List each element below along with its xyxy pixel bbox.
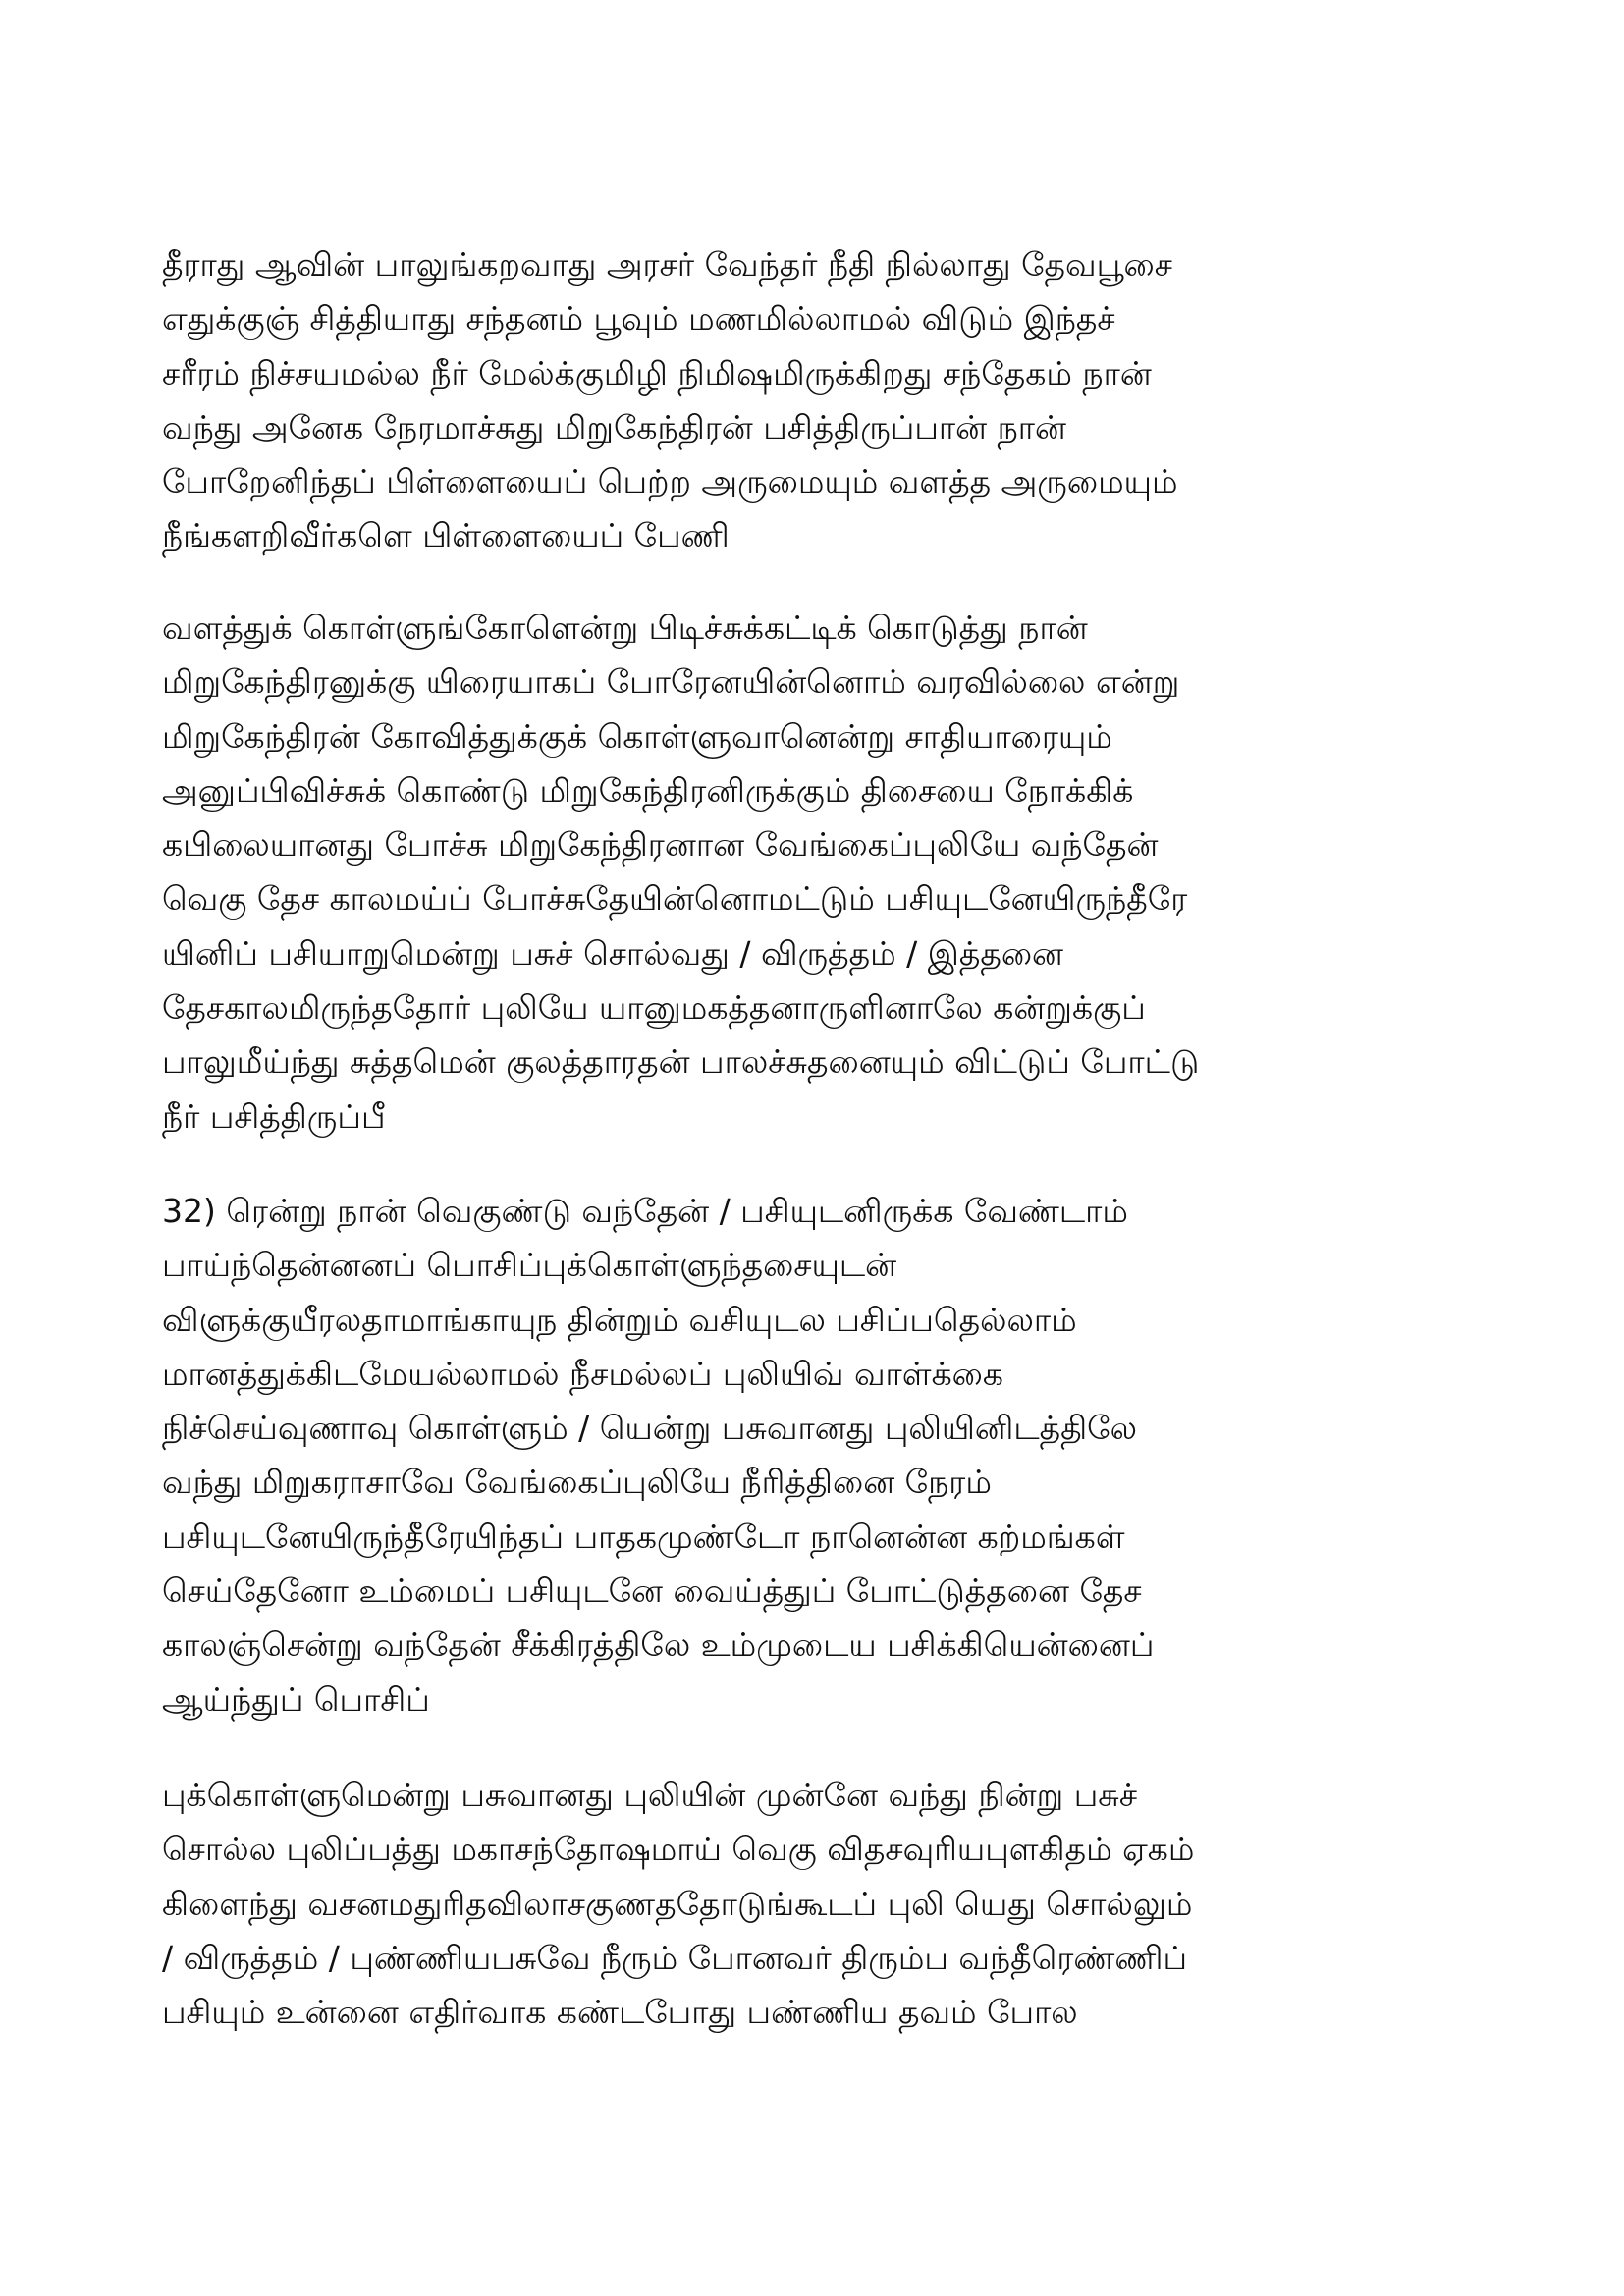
text-line: யினிப் பசியாறுமென்று பசுச் சொல்வது / விருத்தம் / இத்தனை [162, 934, 1064, 973]
text-line: வெகு தேச காலமய்ப் போச்சுதேயின்னொமட்டும் பசியுடனேயிருந்தீரே [162, 880, 1188, 919]
text-line: மானத்துக்கிடமேயல்லாமல் நீசமல்லப் புலியிவ் வாள்க்கை [162, 1354, 1004, 1393]
text-line: காலஞ்சென்று வந்தேன் சீக்கிரத்திலே உம்முடைய பசிக்கியென்னைப் [162, 1626, 1155, 1665]
text-line: பாய்ந்தென்னனப் பொசிப்புக்கொள்ளுந்தசையுடன் [162, 1246, 897, 1285]
text-line: கிளைந்து வசனமதுரிதவிலாசகுணததோடுங்கூடப் புலி யெது சொல்லும் [162, 1884, 1193, 1923]
text-line: 32) ரென்று நான் வெகுண்டு வந்தேன் / பசியுடனிருக்க வேண்டாம் [162, 1192, 1128, 1230]
text-line: சரீரம் நிச்சயமல்ல நீர் மேல்க்குமிழி நிமிஷமிருக்கிறது சந்தேகம் நான் [162, 353, 1152, 393]
text-line: புக்கொள்ளுமென்று பசுவானது புலியின் முன்னே வந்து நின்று பசுச் [162, 1776, 1138, 1814]
paragraph-4 [162, 1768, 1478, 2039]
text-line: நிச்செய்வுணாவு கொள்ளும் / யென்று பசுவானது புலியினிடத்திலே [162, 1409, 1137, 1448]
text-line: வந்து மிறுகராசாவே வேங்கைப்புலியே நீரித்தினை நேரம் [162, 1463, 992, 1502]
text-line: பாலுமீய்ந்து சுத்தமென் குலத்தாரதன் பாலச்சுதனையும் விட்டுப் போட்டு [162, 1042, 1200, 1082]
text-line: செய்தேனோ உம்மைப் பசியுடனே வைய்த்துப் போட்டுத்தனை தேச [162, 1572, 1142, 1611]
text-line: வந்து அனேக நேரமாச்சுது மிறுகேந்திரன் பசித்திருப்பான் நான் [162, 407, 1067, 447]
text-line: அனுப்பிவிச்சுக் கொண்டு மிறுகேந்திரனிருக்கும் திசையை நோக்கிக் [162, 771, 1134, 810]
text-line: சொல்ல புலிப்பத்து மகாசந்தோஷமாய் வெகு விதசவுரியபுளகிதம் ஏகம் [162, 1830, 1195, 1869]
text-line: மிறுகேந்திரனுக்கு யிரையாகப் போரேனயின்னொம் வரவில்லை என்று [162, 663, 1180, 702]
text-line: தீராது ஆவின் பாலுங்கறவாது அரசர் வேந்தர் நீதி நில்லாது தேவபூசை [162, 245, 1173, 284]
text-line: நீர் பசித்திருப்பீ [162, 1096, 386, 1136]
text-line: மிறுகேந்திரன் கோவித்துக்குக் கொள்ளுவானென்று சாதியாரையும் [162, 717, 1112, 756]
text-line: நீங்களறிவீர்களெ பிள்ளையைப் பேணி [162, 516, 730, 556]
paragraph-3 [162, 1184, 1478, 1727]
paragraph-1 [162, 238, 1478, 563]
text-line: எதுக்குஞ் சித்தியாது சந்தனம் பூவும் மணமில்லாமல் விடும் இந்தச் [162, 299, 1115, 339]
text-line: விளுக்குயீரலதாமாங்காயுந தின்றும் வசியுடல பசிப்பதெல்லாம் [162, 1300, 1077, 1339]
text-line: போறேனிந்தப் பிள்ளையைப் பெற்ற அருமையும் வளத்த அருமையும் [162, 462, 1178, 502]
paragraph-2 [162, 601, 1478, 1144]
text-line: பசியுடனேயிருந்தீரேயிந்தப் பாதகமுண்டோ நானென்ன கற்மங்கள் [162, 1517, 1125, 1556]
text-line: வளத்துக் கொள்ளுங்கோளென்று பிடிச்சுக்கட்டிக் கொடுத்து நான் [162, 609, 1088, 647]
text-line: ஆய்ந்துப் பொசிப் [162, 1680, 430, 1719]
text-line: / விருத்தம் / புண்ணியபசுவே நீரும் போனவர் திரும்ப வந்தீரெண்ணிப் [162, 1938, 1188, 1977]
text-line: பசியும் உன்னை எதிர்வாக கண்டபோது பண்ணிய தவம் போல [162, 1993, 1078, 2032]
text-line: தேசகாலமிருந்ததோர் புலியே யானுமகத்தனாருளினாலே கன்றுக்குப் [162, 988, 1146, 1028]
text-line: கபிலையானது போச்சு மிறுகேந்திரனான வேங்கைப்புலியே வந்தேன் [162, 826, 1159, 865]
